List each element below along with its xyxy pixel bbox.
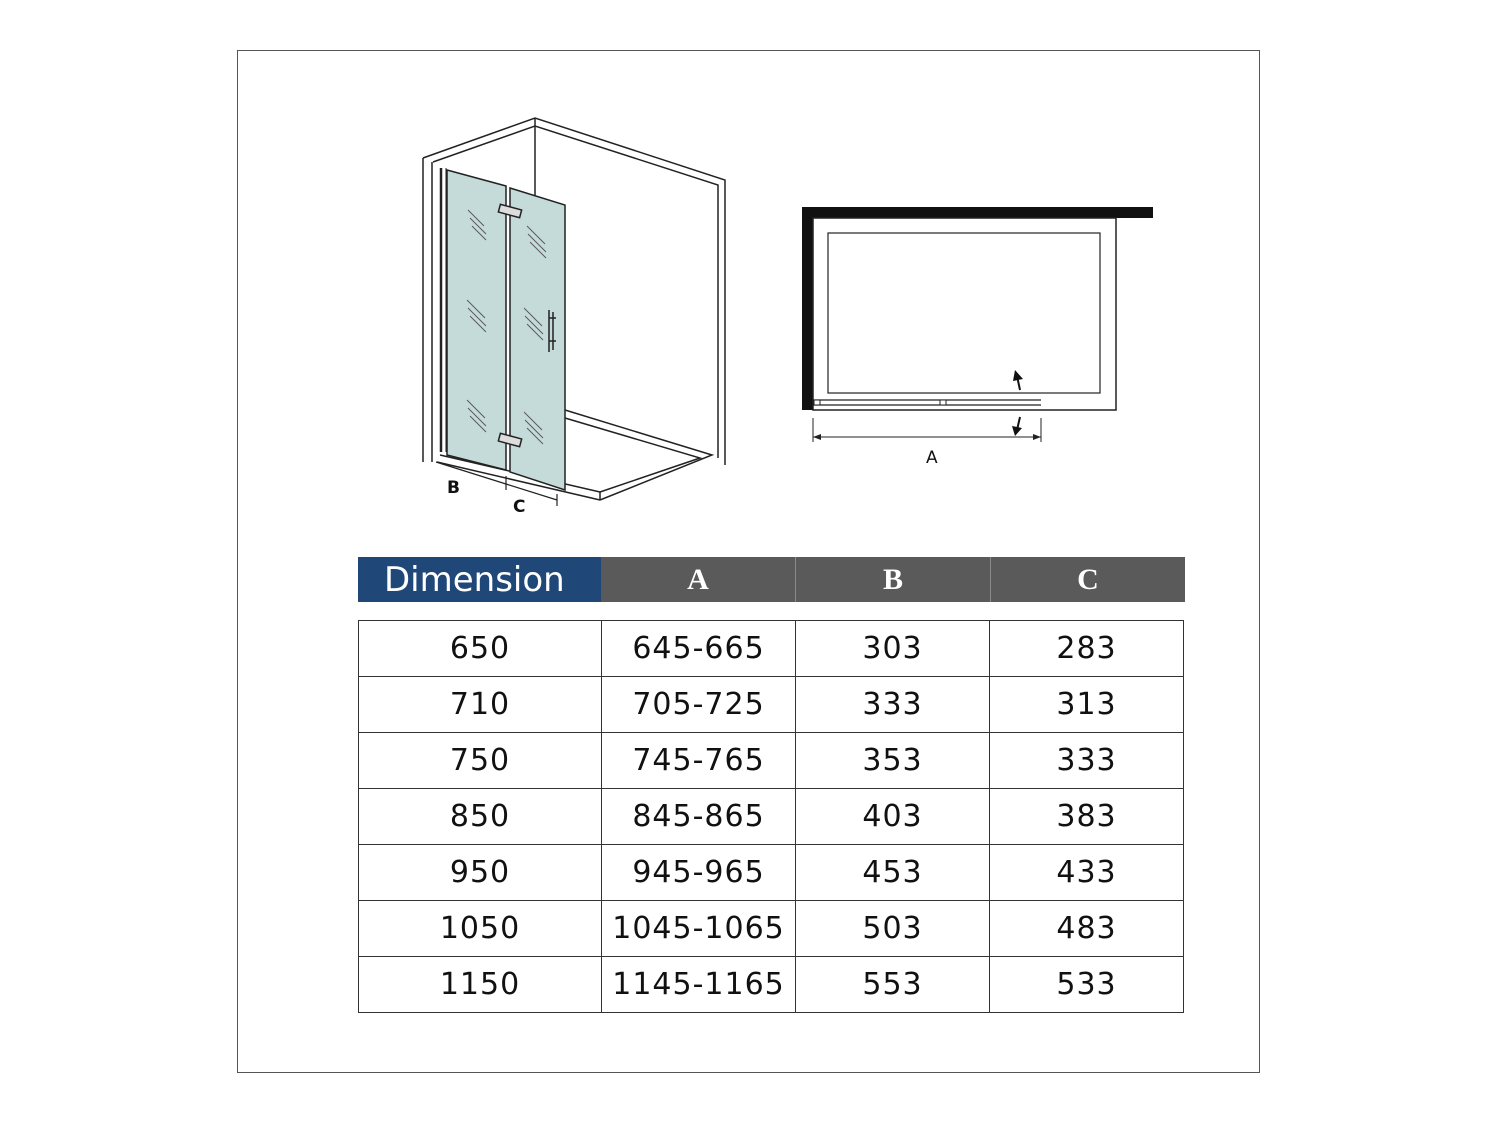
dimension-table: [358, 620, 1184, 1013]
cell-c: 483: [990, 901, 1184, 957]
dimension-label-b: B: [447, 478, 460, 498]
cell-a: 745-765: [602, 733, 796, 789]
table-header: [358, 557, 1185, 602]
cell-dimension: 710: [359, 677, 602, 733]
cell-dimension: 950: [359, 845, 602, 901]
cell-b: 303: [796, 621, 990, 677]
cell-a: 645-665: [602, 621, 796, 677]
cell-b: 503: [796, 901, 990, 957]
table-row: [359, 733, 1184, 789]
cell-dimension: 750: [359, 733, 602, 789]
cell-c: 533: [990, 957, 1184, 1013]
table-row: [359, 845, 1184, 901]
cell-a: 705-725: [602, 677, 796, 733]
cell-c: 383: [990, 789, 1184, 845]
table-row: [359, 901, 1184, 957]
cell-a: 1145-1165: [602, 957, 796, 1013]
cell-c: 313: [990, 677, 1184, 733]
cell-dimension: 1050: [359, 901, 602, 957]
cell-a: 845-865: [602, 789, 796, 845]
cell-dimension: 650: [359, 621, 602, 677]
header-c: C: [991, 557, 1185, 602]
cell-dimension: 1150: [359, 957, 602, 1013]
plan-view: [802, 207, 1153, 442]
header-b: B: [796, 557, 991, 602]
cell-b: 403: [796, 789, 990, 845]
cell-b: 453: [796, 845, 990, 901]
table-row: [359, 621, 1184, 677]
cell-b: 353: [796, 733, 990, 789]
cell-b: 553: [796, 957, 990, 1013]
header-a: A: [601, 557, 796, 602]
table-row: [359, 677, 1184, 733]
cell-a: 1045-1065: [602, 901, 796, 957]
cell-c: 333: [990, 733, 1184, 789]
header-dimension: Dimension: [358, 557, 601, 602]
cell-dimension: 850: [359, 789, 602, 845]
dimension-label-a: A: [926, 448, 938, 468]
cell-c: 433: [990, 845, 1184, 901]
dimension-label-c: C: [513, 497, 526, 517]
cell-b: 333: [796, 677, 990, 733]
table-row: [359, 957, 1184, 1013]
cell-c: 283: [990, 621, 1184, 677]
cell-a: 945-965: [602, 845, 796, 901]
table-row: [359, 789, 1184, 845]
